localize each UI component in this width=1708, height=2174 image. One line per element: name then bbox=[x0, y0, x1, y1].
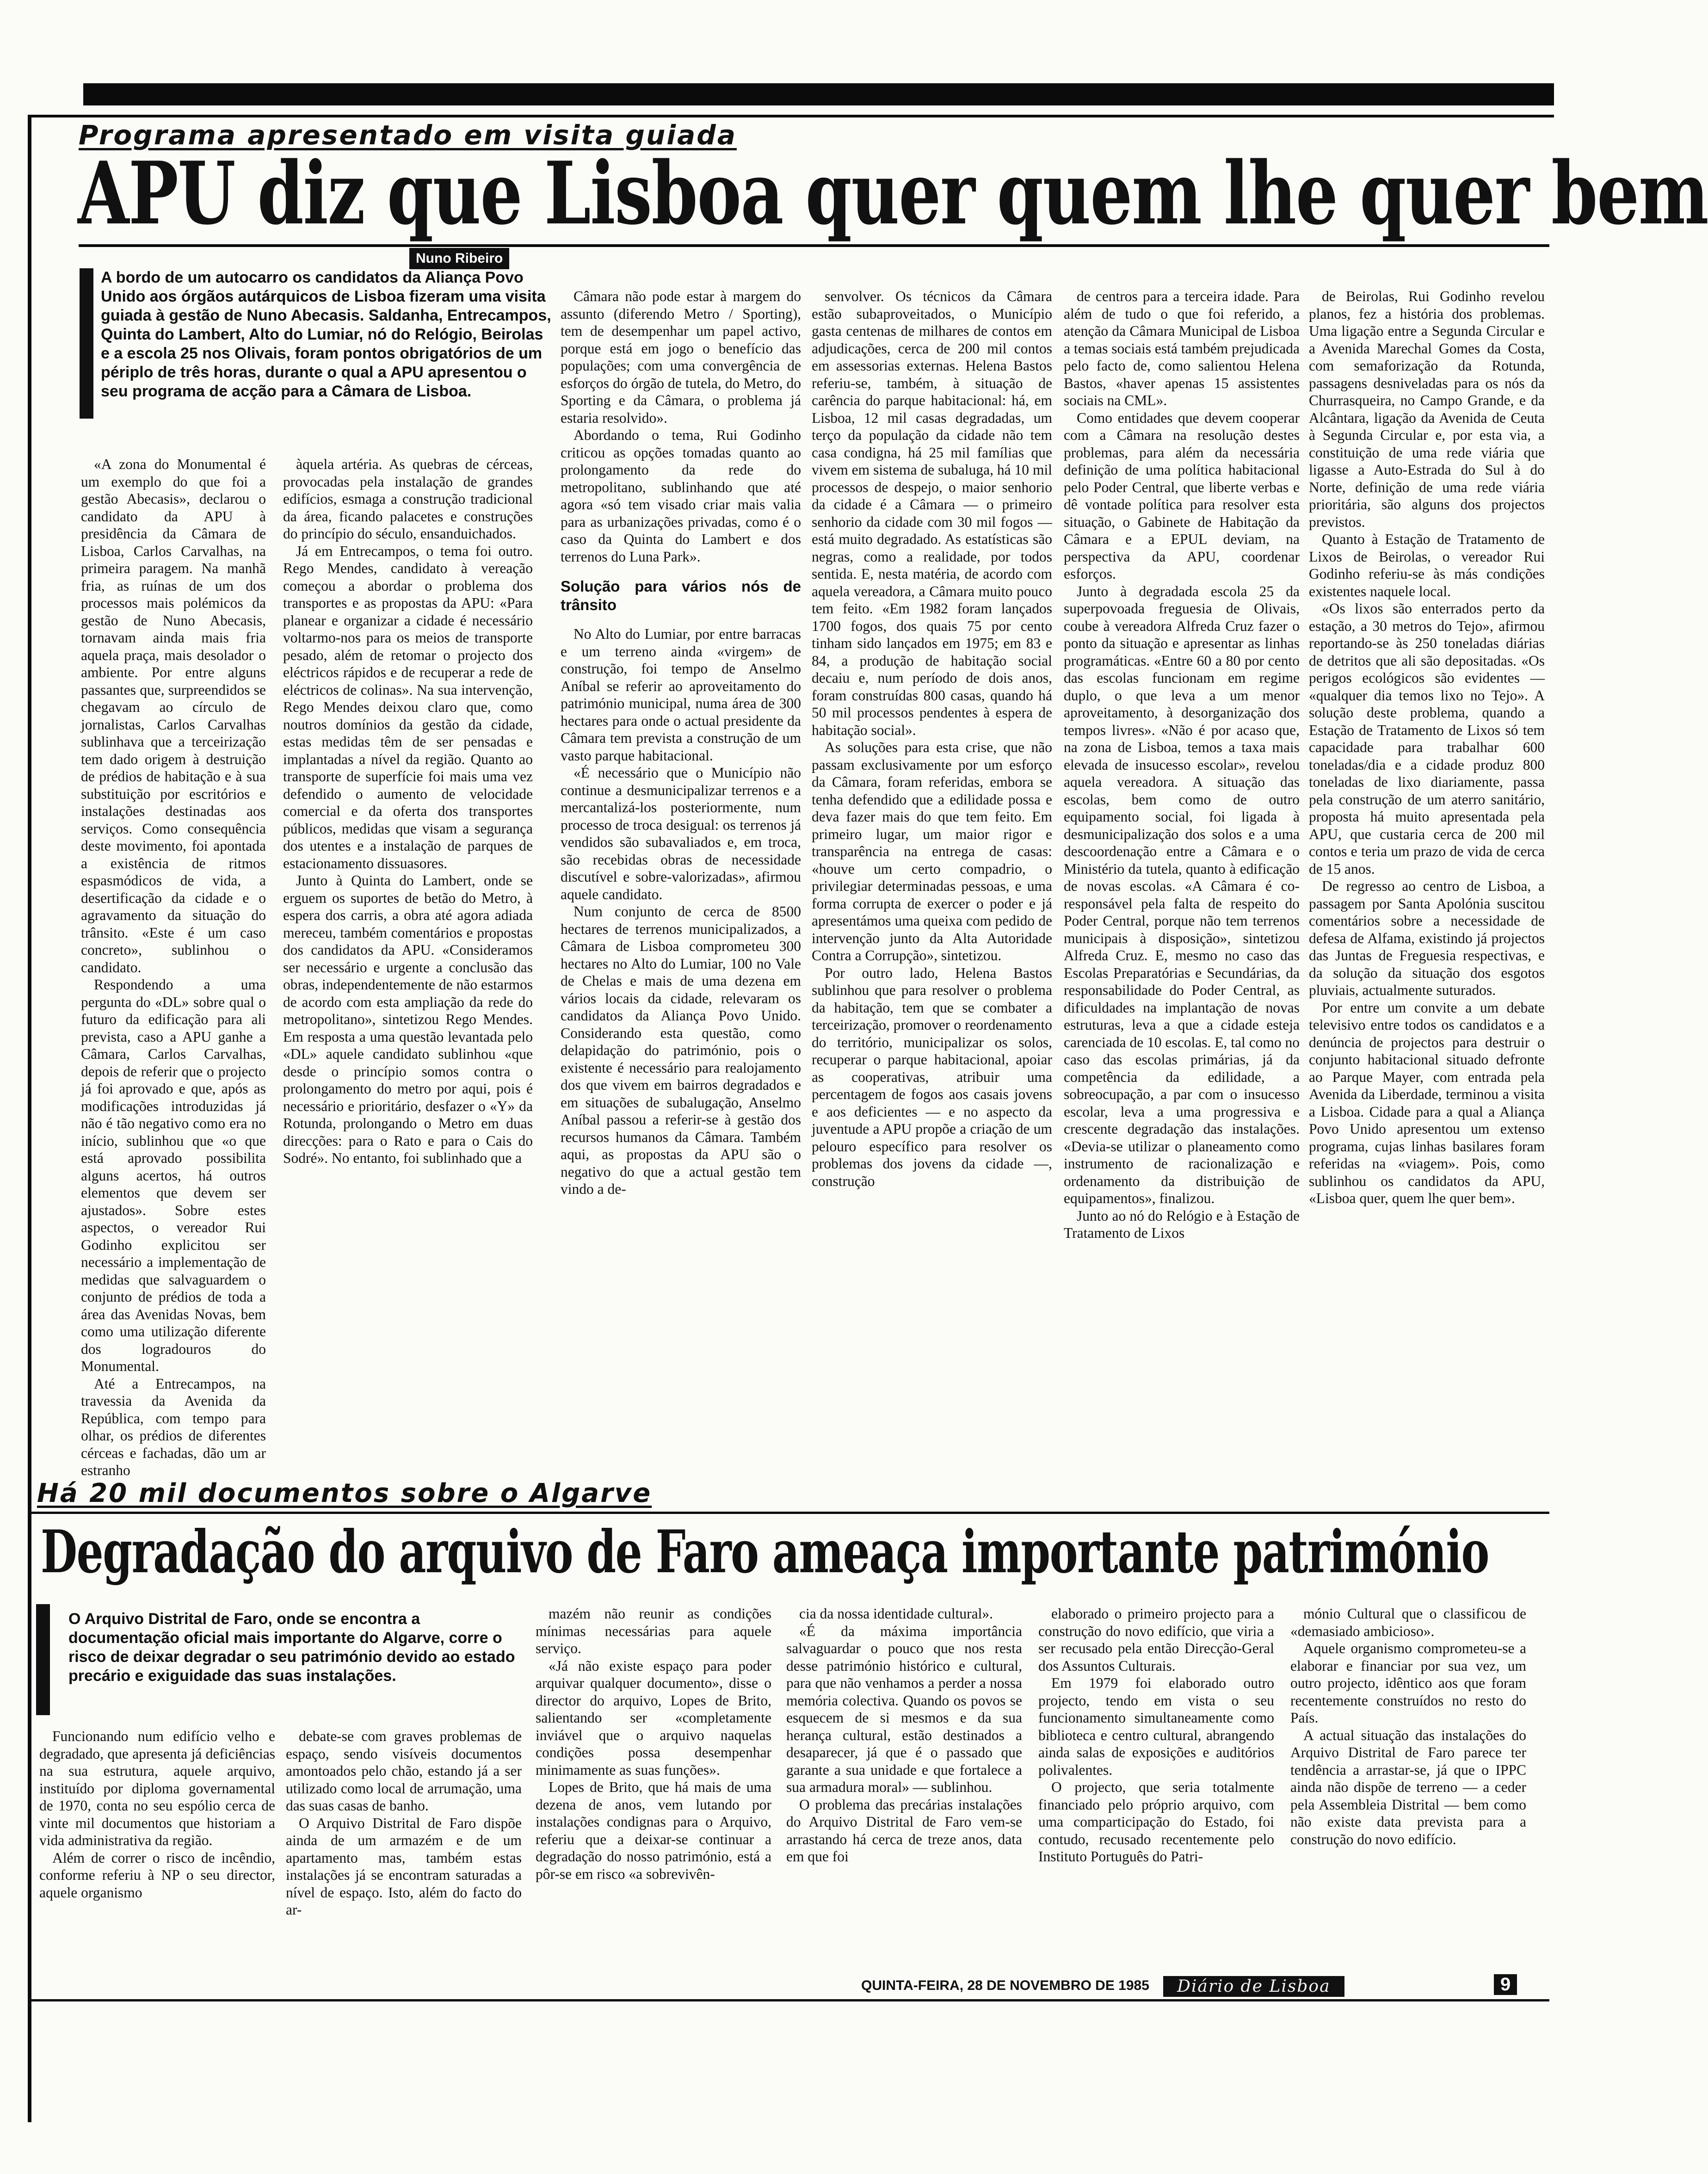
page-number: 9 bbox=[1494, 1974, 1517, 1995]
article2-kicker: Há 20 mil documentos sobre o Algarve bbox=[37, 1478, 652, 1508]
article1-byline: Nuno Ribeiro bbox=[409, 248, 509, 269]
paragraph: senvolver. Os técnicos da Câmara estão subaproveitados, o Município gasta centenas de milhares de contos em adjudicações, cerca de 200 mil contos em assessorias externas. Helena Bastos referiu-se, também, à situação de carência do parque habitacional: há, em Lisboa, 12 mil casas degradadas, um terço da população da cidade não tem casa condigna, há 25 mil famílias que vivem em sistema de subaluga, há 10 mil processos de despejo, o maior senhorio da cidade é a Câmara — o primeiro senhorio da cidade com 30 mil fogos — está muito degradado. As estatísticas são negras, como a realidade, por todos sentida. E, nesta matéria, de acordo com aquela vereadora, a Câmara muito pouco tem feito. «Em 1982 foram lançados 1700 fogos, dos quais 75 por cento tinham sido lançados em 1975; em 83 e 84, a produção de habitação social decaiu e, num período de dois anos, foram construídas 800 casas, quando há 50 mil processos pendentes à espera de habitação social». bbox=[812, 288, 1052, 738]
paragraph: No Alto do Lumiar, por entre barracas e um terreno ainda «virgem» de construção, foi tempo de Anselmo Aníbal se referir ao aproveitamento do património municipal, numa área de 300 hectares para onde o actual presidente da Câmara tem prevista a construção de um vasto parque habitacional. bbox=[561, 626, 801, 764]
paragraph: debate-se com graves problemas de espaço, sendo visíveis documentos amontoados pelo chão, estando já a ser utilizado como local de arrumação, uma das suas casas de banho. bbox=[286, 1728, 522, 1814]
paragraph: Por entre um convite a um debate televisivo entre todos os candidatos e a denúncia de projectos para destruir o conjunto habitacional situado defronte ao Parque Mayer, com entrada pela Avenida da Liberdade, terminou a visita a Lisboa. Cidade para a qual a Aliança Povo Unido apresentou um extenso programa, cujas linhas basilares foram referidas na «viagem». Pois, como sublinhou os candidatos da APU, «Lisboa quer, quem lhe quer bem». bbox=[1309, 999, 1545, 1206]
paragraph: A actual situação das instalações do Arquivo Distrital de Faro parece ter tendência a arrastar-se, já que o IPPC ainda não dispõe de terreno — a ceder pela Assembleia Distrital — bem como não existe data prevista para a construção do novo edifício. bbox=[1290, 1727, 1526, 1847]
paragraph: As soluções para esta crise, que não passam exclusivamente por um esforço da Câmara, foram referidas, embora se tenha defendido que a edilidade possa e deva fazer mais do que tem feito. Em primeiro lugar, um maior rigor e transparência na entrega de casas: «houve um certo compadrio, o privilegiar determinadas pessoas, e uma forma corrupta de exercer o poder e já apresentámos uma queixa com pedido de intervenção junto da Alta Autoridade Contra a Corrupção», sintetizou. bbox=[812, 739, 1052, 963]
paragraph: O projecto, que seria totalmente financiado pelo próprio arquivo, com uma comparticipação do Estado, foi contudo, recusado recentemente pelo Instituto Português do Patri- bbox=[1038, 1779, 1274, 1865]
paragraph: àquela artéria. As quebras de cérceas, provocadas pela instalação de grandes edifícios, esmaga a construção tradicional da área, ficando palacetes e construções do princípio do século, ensanduichados. bbox=[283, 456, 533, 542]
paragraph: Abordando o tema, Rui Godinho criticou as opções tomadas quanto ao prolongamento da rede do metropolitano, sublinhando que até agora «só tem visado criar mais valia para as urbanizações privadas, como é o caso da Quinta do Lambert e dos terrenos do Luna Park». bbox=[561, 427, 801, 565]
paragraph: mónio Cultural que o classificou de «demasiado ambicioso». bbox=[1290, 1606, 1526, 1639]
paragraph: Respondendo a uma pergunta do «DL» sobre qual o futuro da edificação para ali prevista, caso a APU ganhe a Câmara, Carlos Carvalhas, depois de referir que o projecto já foi aprovado e que, após as modificações introduzidas já não é tão negativo como era no início, sublinhou que «o que está aprovado possibilita alguns acertos, há outros elementos que devem ser ajustados». Sobre estes aspectos, o vereador Rui Godinho explicitou ser necessário a implementação de medidas que salvaguardem o conjunto de prédios de toda a área das Avenidas Novas, bem como uma utilização diferente dos logradouros do Monumental. bbox=[81, 976, 266, 1374]
article2-column-6 bbox=[1290, 1605, 1526, 1975]
paragraph: Lopes de Brito, que há mais de uma dezena de anos, vem lutando por instalações condignas para o Arquivo, referiu que a deixar-se continuar a degradação do nosso património, está a pôr-se em risco «a sobrevivên- bbox=[536, 1779, 771, 1882]
paragraph: Câmara não pode estar à margem do assunto (diferendo Metro / Sporting), tem de desempenhar um papel activo, porque está em jogo o benefício das populações; com uma convergência de esforços do órgão de tutela, do Metro, do Sporting e da Câmara, o problema já estaria resolvido». bbox=[561, 288, 801, 426]
bottom-rule bbox=[28, 1999, 1549, 2001]
footer-masthead: Diário de Lisboa bbox=[1163, 1976, 1344, 1997]
paragraph: Aquele organismo comprometeu-se a elaborar e financiar por sua vez, um outro projecto, idêntico aos que foram recentemente construídos no resto do País. bbox=[1290, 1640, 1526, 1726]
article1-column-1 bbox=[81, 456, 266, 1478]
paragraph: Já em Entrecampos, o tema foi outro. Rego Mendes, candidato à vereação começou a abordar o problema dos transportes e as propostas da APU: «Para planear e organizar a cidade é necessário voltarmo-nos para os meios de transporte pesado, além de retomar o projecto dos eléctricos rápidos e de recuperar a rede de eléctricos de colinas». Na sua intervenção, Rego Mendes deixou claro que, como noutros domínios da gestão da cidade, estas medidas têm de ser pensadas e implantadas a nível da região. Quanto ao transporte de superfície foi mais uma vez defendido o aumento de velocidade comercial e da oferta dos transportes públicos, medidas que visam a segurança dos utentes e a instalação de parques de estacionamento dissuasores. bbox=[283, 543, 533, 871]
paragraph: Junto à degradada escola 25 da superpovoada freguesia de Olivais, coube à vereadora Alfreda Cruz fazer o ponto da situação e apresentar as linhas programáticas. «Entre 60 a 80 por cento das escolas funcionam em regime duplo, o que leva a um menor aproveitamento, à desorganização dos tempos livres». «Não é por acaso que, na zona de Lisboa, temos a taxa mais elevada de insucesso escolar», revelou aquela vereadora. A situação das escolas, bem como de outro equipamento social, foi ligada à desmunicipalização dos solos e a uma descoordenação entre a Câmara e o Ministério da tutela, quanto à edificação de novas escolas. «A Câmara é co-responsável pela falta de respeito do Poder Central, porque não tem terrenos municipais à disposição», sintetizou Alfreda Cruz. E, mesmo no caso das Escolas Preparatórias e Secundárias, da responsabilidade do Poder Central, as dificuldades na implantação de novas estruturas, leva a que a cidade esteja carenciada de 10 escolas. E, tal como no caso das escolas primárias, já da competência da edilidade, a sobreocupação, a par com o insucesso escolar, leva a uma progressiva e crescente degradação das instalações. «Devia-se utilizar o planeamento como instrumento de racionalização e ordenamento da distribuição de equipamentos», finalizou. bbox=[1064, 583, 1300, 1206]
article1-column-6 bbox=[1309, 288, 1545, 1420]
article1-kicker: Programa apresentado em visita guiada bbox=[79, 119, 737, 151]
top-bar bbox=[83, 83, 1554, 105]
paragraph: «Já não existe espaço para poder arquivar qualquer documento», disse o director do arquivo, Lopes de Brito, salientando ser «completamente inviável que o arquivo naquelas condições possa desempenhar minimamente as suas funções». bbox=[536, 1657, 771, 1778]
article1-headline: APU diz que Lisboa quer quem lhe quer bem bbox=[78, 142, 1708, 244]
article1-column-4 bbox=[812, 288, 1052, 1420]
paragraph: de centros para a terceira idade. Para além de tudo o que foi referido, a atenção da Câmara Municipal de Lisboa a temas sociais está também prejudicada pelo facto de, como salientou Helena Bastos, «haver apenas 15 assistentes sociais na CML». bbox=[1064, 288, 1300, 408]
article2-top-rule bbox=[28, 1512, 1549, 1514]
article1-column-5 bbox=[1064, 288, 1300, 1420]
top-bar-thin bbox=[28, 115, 1554, 117]
paragraph: Em 1979 foi elaborado outro projecto, tendo em vista o seu funcionamento simultaneamente como biblioteca e centro cultural, abrangendo ainda salas de exposições e auditórios polivalentes. bbox=[1038, 1675, 1274, 1778]
article2-column-1 bbox=[39, 1728, 275, 1987]
paragraph: Além de correr o risco de incêndio, conforme referiu à NP o seu director, aquele organismo bbox=[39, 1849, 275, 1901]
paragraph: Como entidades que devem cooperar com a Câmara na resolução destes problemas, para além da necessária definição de uma política habitacional pelo Poder Central, que liberte verbas e dê vontade política para resolver esta situação, o Gabinete de Habitação da Câmara e a EPUL deviam, na perspectiva da APU, coordenar esforços. bbox=[1064, 409, 1300, 582]
footer-date: QUINTA-FEIRA, 28 DE NOVEMBRO DE 1985 bbox=[861, 1978, 1149, 1993]
paragraph: Junto à Quinta do Lambert, onde se erguem os suportes de betão do Metro, à espera dos carris, a obra até agora adiada mereceu, também comentários e propostas dos candidatos da APU. «Consideramos ser necessário e urgente a conclusão das obras, independentemente de não estarmos de acordo com esta ampliação da rede do metropolitano», sintetizou Rego Mendes. Em resposta a uma questão levantada pelo «DL» aquele candidato sublinhou «que desde o princípio somos contra o prolongamento do metro por aqui, pois é necessário e prioritário, desfazer o «Y» da Rotunda, prolongando o Metro em duas direcções: para o Rato e para o Cais do Sodré». No entanto, foi sublinhado que a bbox=[283, 872, 533, 1166]
paragraph: Por outro lado, Helena Bastos sublinhou que para resolver o problema da habitação, tem que se combater a terceirização, promover o reordenamento do território, municipalizar os solos, recuperar o parque habitacional, apoiar as cooperativas, atribuir uma percentagem de fogos aos casais jovens e aos deficientes — e no aspecto da juventude a APU propõe a criação de um pelouro específico para resolver os problemas dos jovens da cidade —, construção bbox=[812, 964, 1052, 1189]
paragraph: «Os lixos são enterrados perto da estação, a 30 metros do Tejo», afirmou reportando-se às 250 toneladas diárias de detritos que ali são depositadas. «Os perigos ecológicos são evidentes — «qualquer dia temos lixo no Tejo». A solução deste problema, quando a Estação de Tratamento de Lixos só tem capacidade para trabalhar 600 toneladas/dia e a cidade produz 800 toneladas de lixo diariamente, passa pela construção de um aterro sanitário, proposta há muito apresentada pela APU, que custaria cerca de 200 mil contos e teria um prazo de vida de cerca de 15 anos. bbox=[1309, 600, 1545, 877]
paragraph: Junto ao nó do Relógio e à Estação de Tratamento de Lixos bbox=[1064, 1207, 1300, 1241]
paragraph: elaborado o primeiro projecto para a construção do novo edifício, que viria a ser recusado pela então Direcção-Geral dos Assuntos Culturais. bbox=[1038, 1606, 1274, 1674]
article1-column-2 bbox=[283, 456, 533, 1420]
article1-lead: A bordo de um autocarro os candidatos da Aliança Povo Unido aos órgãos autárquicos de Lisboa fizeram uma visita guiada à gestão de Nuno Abecasis. Saldanha, Entrecampos, Quinta do Lambert, Alto do Lumiar, nó do Relógio, Beirolas e a escola 25 nos Olivais, foram pontos obrigatórios de um périplo de três horas, durante o qual a APU apresentou o seu programa de acção para a Câmara de Lisboa. bbox=[101, 269, 551, 400]
article2-column-2 bbox=[286, 1728, 522, 1987]
article2-column-4 bbox=[786, 1605, 1022, 1987]
article2-column-3 bbox=[536, 1605, 771, 1987]
article1-subhead: Solução para vários nós de trânsito bbox=[561, 578, 801, 613]
headline-rule bbox=[79, 244, 1549, 247]
paragraph: Até a Entrecampos, na travessia da Avenida da República, com tempo para olhar, os prédios de diferentes cérceas e fachadas, dão um ar estranho bbox=[81, 1375, 266, 1478]
paragraph: Quanto à Estação de Tratamento de Lixos de Beirolas, o vereador Rui Godinho referiu-se às más condições existentes naquele local. bbox=[1309, 531, 1545, 599]
lead-bar bbox=[80, 268, 93, 419]
article2-column-5 bbox=[1038, 1605, 1274, 1975]
paragraph: «É da máxima importância salvaguardar o pouco que nos resta desse património histórico e cultural, para que não venhamos a perder a nossa memória colectiva. Quando os povos se esquecem de si mesmos e da sua herança cultural, estão destinados a desaparecer, já que é o passado que garante a sua unidade e que fortalece a sua armadura moral» — sublinhou. bbox=[786, 1623, 1022, 1795]
paragraph: Funcionando num edifício velho e degradado, que apresenta já deficiências na sua estrutura, aquele arquivo, instituído por diploma governamental de 1970, conta no seu espólio cerca de vinte mil documentos que historiam a vida administrativa da região. bbox=[39, 1728, 275, 1848]
paragraph: mazém não reunir as condições mínimas necessárias para aquele serviço. bbox=[536, 1606, 771, 1656]
article2-headline: Degradação do arquivo de Faro ameaça importante património bbox=[41, 1518, 1489, 1586]
paragraph: «É necessário que o Município não continue a desmunicipalizar terrenos e a mercantalizá-los posteriormente, num processo de troca desigual: os terrenos já vendidos são subavaliados e, em troca, são recebidas obras de necessidade discutível e sobre-valorizadas», afirmou aquele candidato. bbox=[561, 765, 801, 902]
paragraph: cia da nossa identidade cultural». bbox=[799, 1606, 993, 1622]
paragraph: O Arquivo Distrital de Faro dispõe ainda de um armazém e de um apartamento mas, também estas instalações já se encontram saturadas a nível de espaço. Isto, além do facto do ar- bbox=[286, 1815, 522, 1918]
article1-column-3 bbox=[561, 288, 801, 1420]
article2-lead-bar bbox=[36, 1604, 50, 1715]
paragraph: «A zona do Monumental é um exemplo do que foi a gestão Abecasis», declarou o candidato da APU à presidência da Câmara de Lisboa, Carlos Carvalhas, na primeira paragem. Na manhã fria, as ruínas de um dos processos mais polémicos da gestão de Nuno Abecasis, tornavam ainda mais fria aquela praça, mais desolador o ambiente. Por entre alguns passantes que, surpreendidos se chegavam ao círculo de jornalistas, Carlos Carvalhas sublinhava que a terceirização tem dado origem à destruição de prédios de habitação e à sua substituição por escritórios e instalações destinadas aos serviços. Como consequência deste movimento, foi apontada a existência de ritmos espasmódicos de vida, a desertificação da cidade e o agravamento da situação do trânsito. «Este é um caso concreto», sublinhou o candidato. bbox=[81, 456, 266, 976]
left-border bbox=[28, 115, 31, 2122]
article2-lead: O Arquivo Distrital de Faro, onde se encontra a documentação oficial mais importante do Algarve, corre o risco de deixar degradar o seu património devido ao estado precário e exiguidade das suas instalações. bbox=[68, 1610, 515, 1685]
paragraph: De regresso ao centro de Lisboa, a passagem por Santa Apolónia suscitou comentários sobre a necessidade de defesa de Alfama, existindo já projectos das Juntas de Freguesia respectivas, e da solução da situação dos esgotos pluviais, actualmente suturados. bbox=[1309, 878, 1545, 998]
paragraph: O problema das precárias instalações do Arquivo Distrital de Faro vem-se arrastando há cerca de treze anos, data em que foi bbox=[786, 1796, 1022, 1865]
paragraph: Num conjunto de cerca de 8500 hectares de terrenos municipalizados, a Câmara de Lisboa comprometeu 300 hectares no Alto do Lumiar, 100 no Vale de Chelas e mais de uma dezena em vários locais da cidade, relevaram os candidatos da Aliança Povo Unido. Considerando esta questão, como delapidação do património, pois o existente é necessário para realojamento dos que vivem em bairros degradados e em situações de subalugação, Anselmo Aníbal passou a referir-se à gestão dos recursos humanos da Câmara. Também aqui, as propostas da APU são o negativo do que a actual gestão tem vindo a de- bbox=[561, 903, 801, 1197]
paragraph: de Beirolas, Rui Godinho revelou planos, fez a história dos problemas. Uma ligação entre a Segunda Circular e a Avenida Marechal Gomes da Costa, com semaforização da Rotunda, passagens desniveladas para os nós da Churrasqueira, no Campo Grande, e da Alcântara, ligação da Avenida de Ceuta à Segunda Circular e, por esta via, a constituição de uma rede viária que ligasse a Auto-Estrada do Sul à do Norte, definição de uma rede viária prioritária, são alguns dos projectos previstos. bbox=[1309, 288, 1545, 530]
